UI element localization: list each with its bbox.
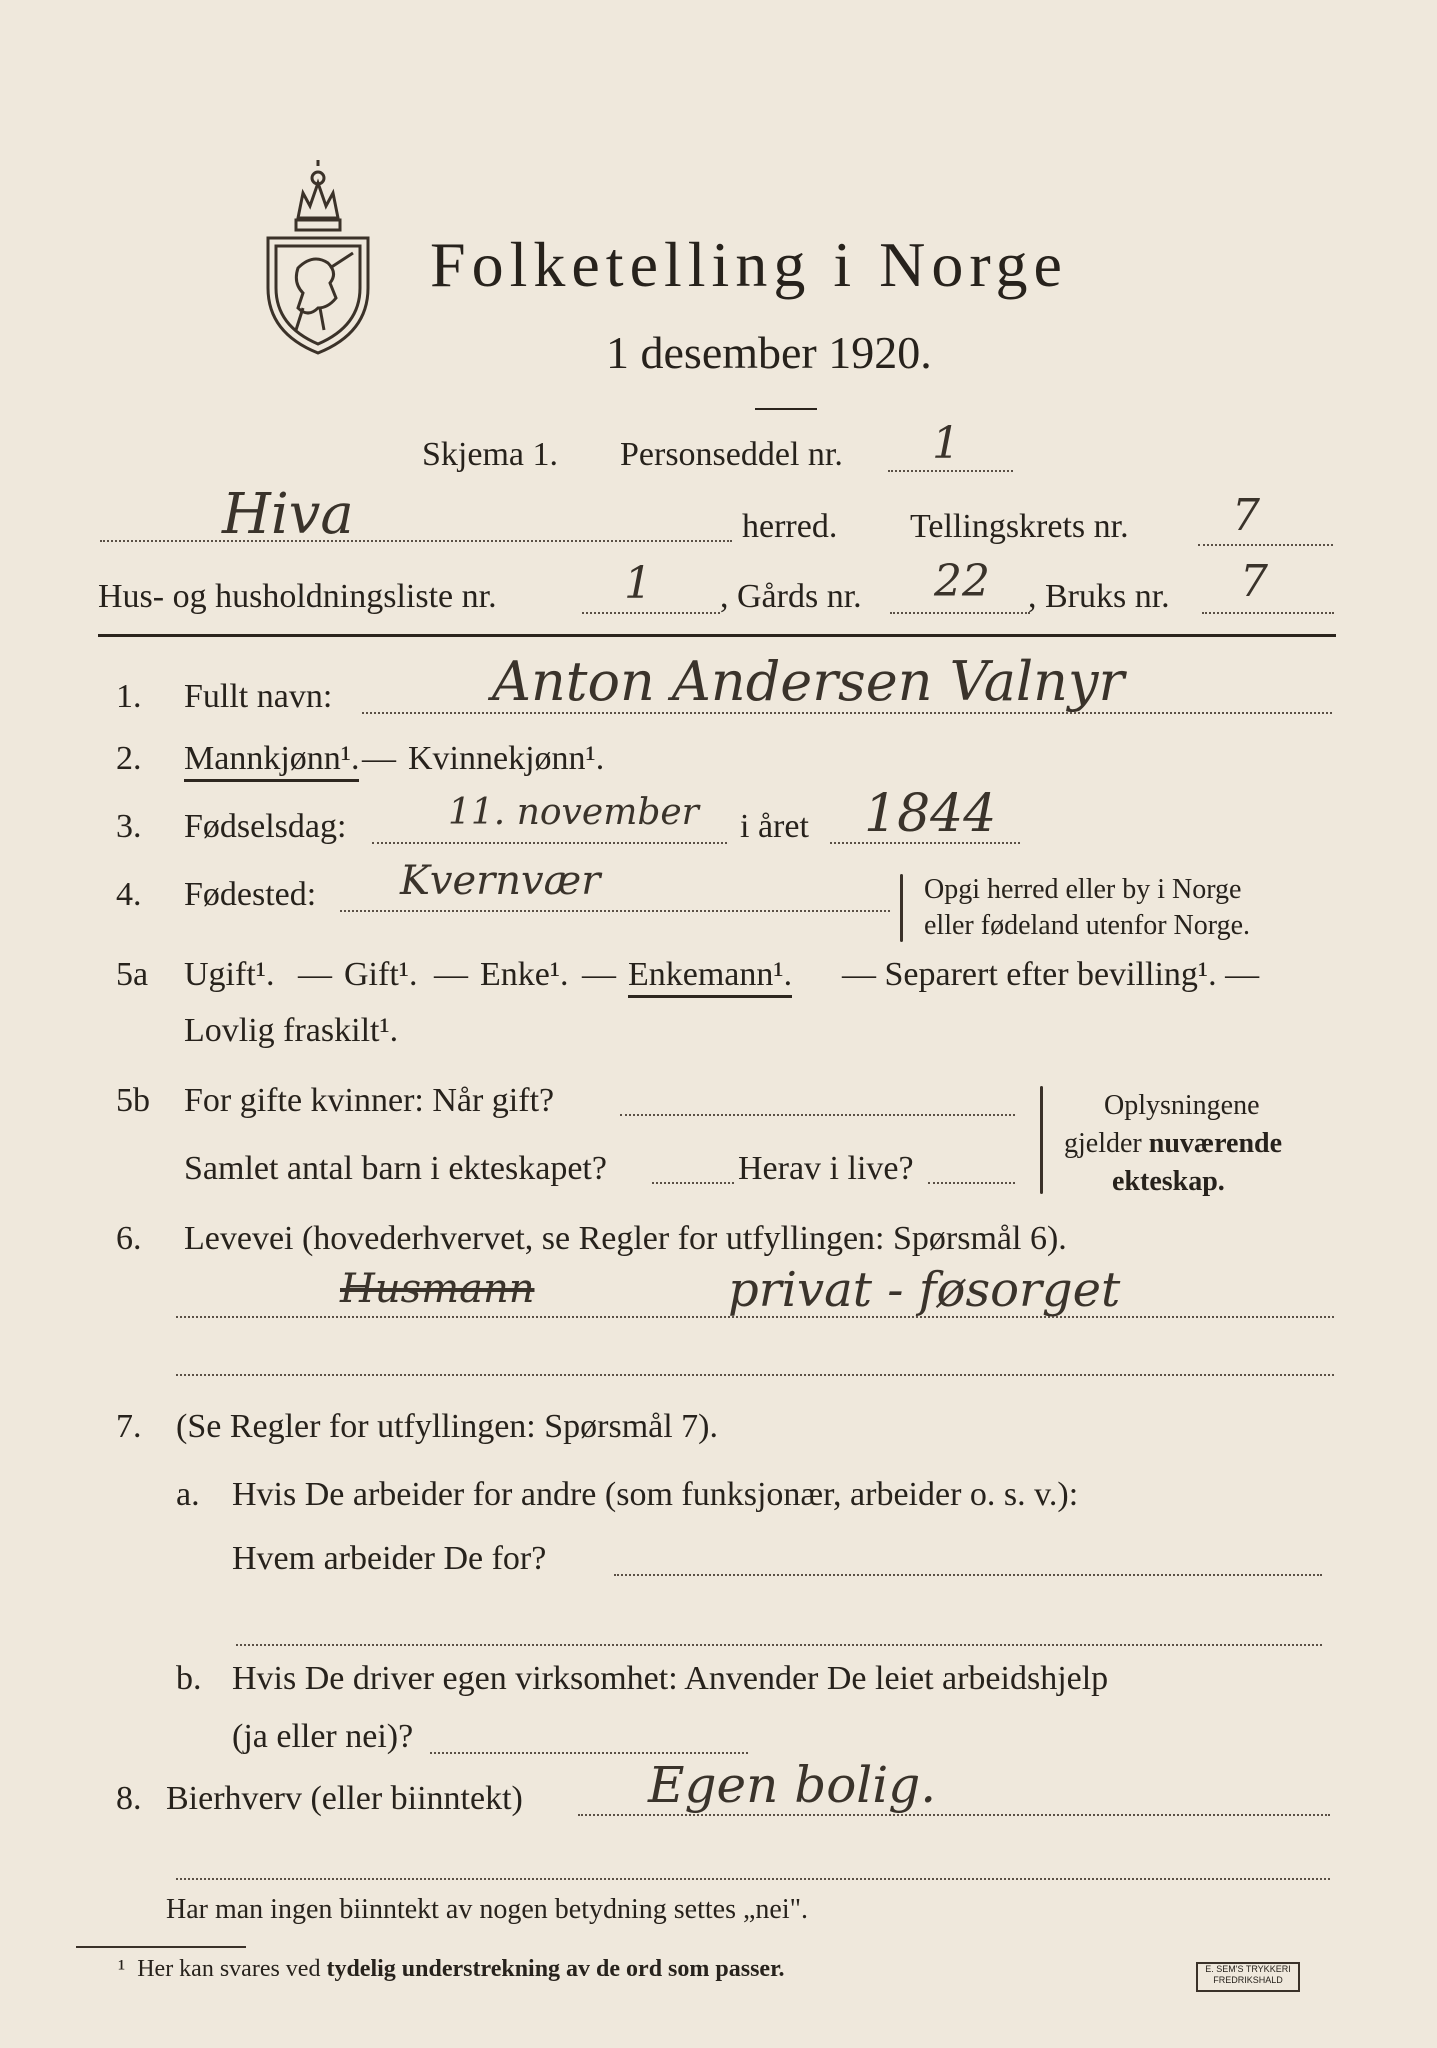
footnote-mark: ¹ xyxy=(118,1956,126,1982)
q5a-dash1: — xyxy=(298,956,332,993)
q8-side-income: Egen bolig. xyxy=(648,1756,937,1814)
q5b-note-line3: ekteskap. xyxy=(1112,1166,1225,1197)
q2-male-option: Mannkjønn¹. xyxy=(184,740,359,782)
q6-line2 xyxy=(176,1374,1334,1376)
q7b-line2: (ja eller nei)? xyxy=(232,1718,414,1755)
form-date: 1 desember 1920. xyxy=(606,327,932,378)
q3-day-line xyxy=(372,842,727,844)
q7b-line xyxy=(430,1752,748,1754)
bruks-line xyxy=(1202,612,1334,614)
q5b-note-line2b: nuværende xyxy=(1148,1128,1283,1159)
q8-line2 xyxy=(176,1878,1330,1880)
q5b-label2: Samlet antal barn i ekteskapet? xyxy=(184,1150,607,1187)
q5a-line2: Lovlig fraskilt¹. xyxy=(184,1012,399,1049)
q7a-line2: Hvem arbeider De for? xyxy=(232,1540,547,1577)
q4-note-line1: Opgi herred eller by i Norge xyxy=(924,874,1242,905)
q1-label: Fullt navn: xyxy=(184,678,333,715)
q4-note-line2: eller fødeland utenfor Norge. xyxy=(924,910,1251,941)
gards-label: , Gårds nr. xyxy=(720,578,862,615)
tellingskrets-line xyxy=(1198,544,1333,546)
tellingskrets-value: 7 xyxy=(1232,490,1260,541)
footnote-rule xyxy=(76,1946,246,1948)
husliste-value: 1 xyxy=(624,558,652,609)
q7a-line-extra xyxy=(236,1644,1322,1646)
herred-value: Hiva xyxy=(222,482,354,547)
q5b-alive-line xyxy=(928,1182,1015,1184)
q2-female-option: Kvinnekjønn¹. xyxy=(408,740,605,777)
q6-struck-occupation: Husmann xyxy=(340,1266,535,1312)
footnote-text-b: tydelig understrekning av de ord som passer. xyxy=(326,1956,785,1982)
tellingskrets-label: Tellingskrets nr. xyxy=(910,508,1129,545)
q2-separator: — xyxy=(362,740,396,777)
q8-number: 8. xyxy=(116,1780,142,1817)
gards-value: 22 xyxy=(934,556,990,607)
q3-birth-day: 11. november xyxy=(448,792,699,833)
q5b-brace xyxy=(1040,1086,1043,1194)
q8-label: Bierhverv (eller biinntekt) xyxy=(166,1780,523,1817)
q5b-married-line xyxy=(620,1114,1015,1116)
bruks-label: , Bruks nr. xyxy=(1028,578,1170,615)
q5a-dash2: — xyxy=(434,956,468,993)
herred-line xyxy=(100,540,732,542)
husliste-label: Hus- og husholdningsliste nr. xyxy=(98,578,497,615)
husliste-line xyxy=(582,612,720,614)
q5b-number: 5b xyxy=(116,1082,150,1119)
form-title: Folketelling i Norge xyxy=(430,229,1068,300)
q5a-ugift: Ugift¹. xyxy=(184,956,275,993)
footer-note: Har man ingen biinntekt av nogen betydning settes „nei". xyxy=(166,1894,809,1925)
q5a-number: 5a xyxy=(116,956,149,993)
q7a-line1: Hvis De arbeider for andre (som funksjonær, arbeider o. s. v.): xyxy=(232,1476,1079,1513)
personseddel-value: 1 xyxy=(932,418,960,469)
personseddel-line xyxy=(888,470,1013,472)
q6-occupation: privat - føsorget xyxy=(728,1262,1121,1318)
q1-number: 1. xyxy=(116,678,142,715)
q5b-children-line xyxy=(652,1182,734,1184)
q5a-enke: Enke¹. xyxy=(480,956,569,993)
q5a-dash3: — xyxy=(582,956,616,993)
q5b-note-line2 xyxy=(1064,1128,1282,1160)
schema-label: Skjema 1. xyxy=(422,436,558,473)
q7b-line1: Hvis De driver egen virksomhet: Anvender De leiet arbeidshjelp xyxy=(232,1660,1109,1697)
gards-line xyxy=(890,612,1030,614)
q1-full-name: Anton Andersen Valnyr xyxy=(492,650,1125,713)
q5b-note-line1: Oplysningene xyxy=(1104,1090,1260,1121)
q7b-letter: b. xyxy=(176,1660,202,1697)
q3-birth-year: 1844 xyxy=(864,784,997,844)
q3-label: Fødselsdag: xyxy=(184,808,347,845)
q6-label: Levevei (hovederhvervet, se Regler for utfyllingen: Spørsmål 6). xyxy=(184,1220,1067,1257)
q4-birthplace: Kvernvær xyxy=(400,858,601,904)
header-rule xyxy=(98,634,1336,637)
q5b-note-line2a: gjelder xyxy=(1064,1128,1149,1159)
q8-line xyxy=(578,1814,1330,1816)
q3-year-label: i året xyxy=(740,808,809,845)
bruks-value: 7 xyxy=(1240,556,1268,607)
q5a-enkemann: Enkemann¹. xyxy=(628,956,792,998)
q7-label: (Se Regler for utfyllingen: Spørsmål 7). xyxy=(176,1408,719,1445)
footnote xyxy=(118,1956,785,1983)
q5b-label3: Herav i live? xyxy=(738,1150,914,1187)
title-divider xyxy=(755,408,817,410)
q3-number: 3. xyxy=(116,808,142,845)
q5b-label1: For gifte kvinner: Når gift? xyxy=(184,1082,555,1119)
q7a-letter: a. xyxy=(176,1476,200,1513)
norwegian-lion-coat-of-arms-icon xyxy=(258,158,378,358)
q4-line xyxy=(340,910,890,912)
stamp-line2: FREDRIKSHALD xyxy=(1213,1975,1283,1985)
q4-number: 4. xyxy=(116,876,142,913)
q7-number: 7. xyxy=(116,1408,142,1445)
q5a-rest: — Separert efter bevilling¹. — xyxy=(842,956,1260,993)
q4-brace xyxy=(900,874,903,942)
q7a-line xyxy=(614,1574,1322,1576)
footnote-text-a: Her kan svares ved xyxy=(137,1956,327,1982)
q6-number: 6. xyxy=(116,1220,142,1257)
herred-label: herred. xyxy=(742,508,838,545)
q5a-gift: Gift¹. xyxy=(344,956,418,993)
personseddel-label: Personseddel nr. xyxy=(620,436,843,473)
q2-number: 2. xyxy=(116,740,142,777)
stamp-line1: E. SEM'S TRYKKERI xyxy=(1205,1964,1291,1974)
q4-label: Fødested: xyxy=(184,876,317,913)
printer-stamp xyxy=(1196,1962,1300,1992)
